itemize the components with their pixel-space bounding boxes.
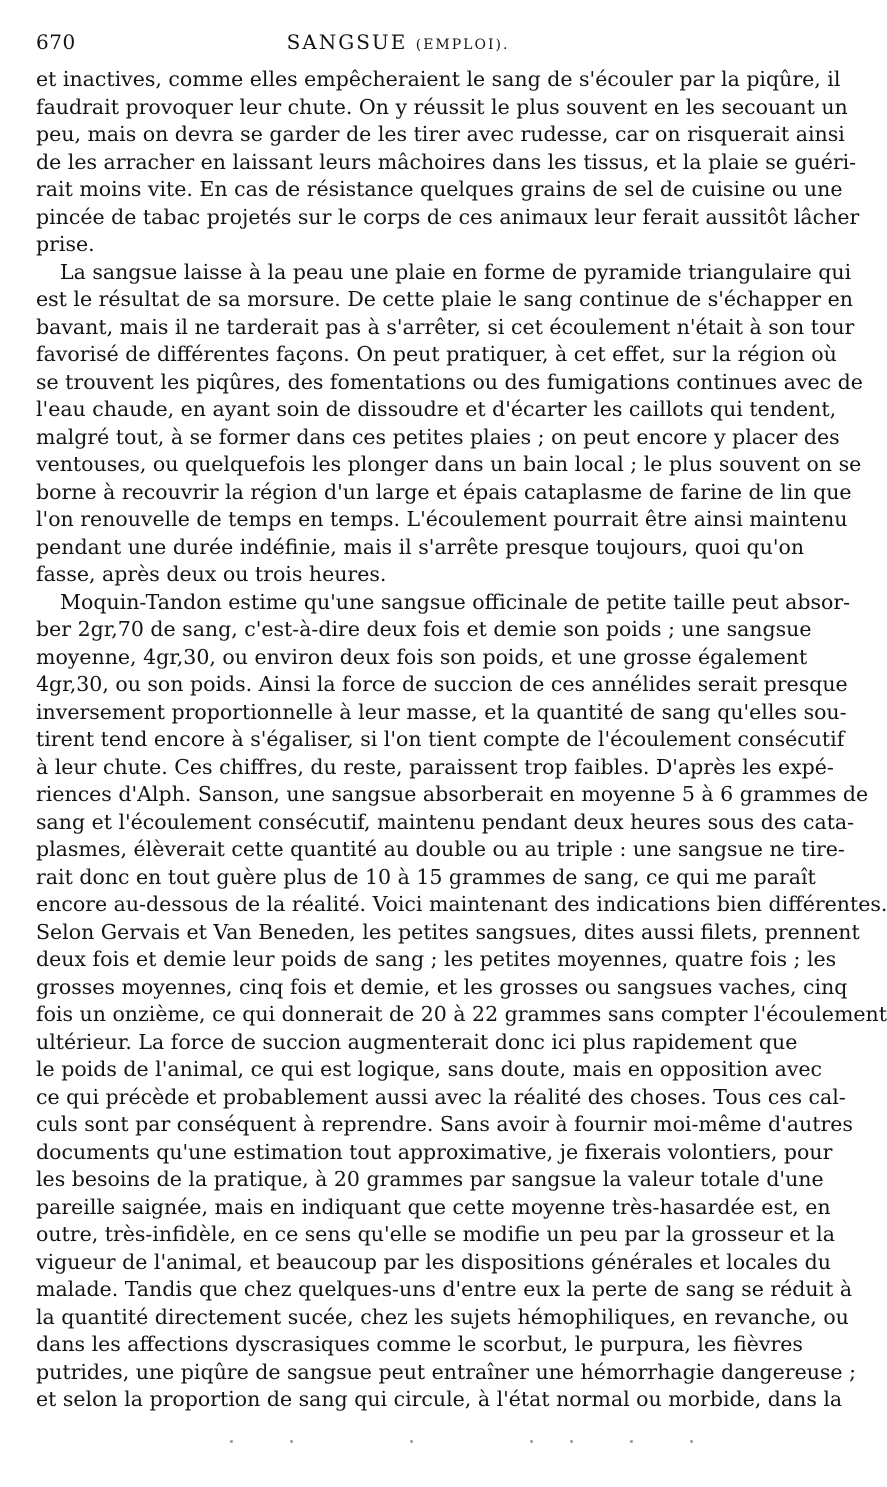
text-line: deux fois et demie leur poids de sang ; les petites moyennes, quatre fois ; les (36, 947, 837, 971)
text-line: fois un onzième, ce qui donnerait de 20 à 22 grammes sans compter l'écoulement (36, 1002, 887, 1026)
text-line: faudrait provoquer leur chute. On y réussit le plus souvent en les secouant un (36, 94, 848, 119)
text-line: et inactives, comme elles empêcheraient le sang de s'écouler par la piqûre, il (36, 67, 841, 91)
paragraph-2 (36, 259, 863, 589)
text-line: l'eau chaude, en ayant soin de dissoudre et d'écarter les caillots qui tendent, (36, 397, 837, 421)
speck (630, 1440, 633, 1443)
text-line: Selon Gervais et Van Beneden, les petites sangsues, dites aussi filets, prennent (36, 919, 860, 944)
text-line: l'on renouvelle de temps en temps. L'écoulement pourrait être ainsi maintenu (36, 507, 848, 531)
speck (530, 1440, 533, 1443)
text-line: La sangsue laisse à la peau une plaie en forme de pyramide triangulaire qui (60, 259, 852, 284)
text-line: ventouses, ou quelquefois les plonger dans un bain local ; le plus souvent on se (36, 452, 862, 476)
text-line: culs sont par conséquent à reprendre. Sans avoir à fournir moi-même d'autres (36, 1112, 853, 1136)
text-line: malgré tout, à se former dans ces petites plaies ; on peut encore y placer des (36, 424, 840, 449)
text-line: rait moins vite. En cas de résistance quelques grains de sel de cuisine ou une (36, 177, 843, 201)
text-line: pendant une durée indéfinie, mais il s'arrête presque toujours, quoi qu'on (36, 534, 805, 559)
text-line: la quantité directement sucée, chez les sujets hémophiliques, en revanche, ou (36, 1304, 849, 1329)
text-line: favorisé de différentes façons. On peut pratiquer, à cet effet, sur la région où (36, 342, 837, 366)
text-line: est le résultat de sa morsure. De cette plaie le sang continue de s'échapper en (36, 287, 853, 311)
text-line: bavant, mais il ne tarderait pas à s'arrêter, si cet écoulement n'était à son tour (36, 314, 855, 339)
text-line: fasse, après deux ou trois heures. (36, 562, 387, 586)
text-line: les besoins de la pratique, à 20 grammes par sangsue la valeur totale d'une (36, 1167, 824, 1191)
text-line: tirent tend encore à s'égaliser, si l'on tient compte de l'écoulement consécutif (36, 727, 845, 751)
text-line: moyenne, 4gr,30, ou environ deux fois son poids, et une grosse également (36, 644, 808, 669)
speck (290, 1440, 293, 1443)
text-line: grosses moyennes, cinq fois et demie, et les grosses ou sangsues vaches, cinq (36, 974, 848, 999)
text-line: malade. Tandis que chez quelques-uns d'entre eux la perte de sang se réduit à (36, 1277, 853, 1301)
text-line: encore au-dessous de la réalité. Voici maintenant des indications bien différentes. (36, 892, 887, 916)
header-subtitle: (EMPLOI). (415, 37, 510, 53)
speck (570, 1440, 573, 1443)
text-line: se trouvent les piqûres, des fomentations ou des fumigations continues avec de (36, 369, 863, 394)
speck (690, 1440, 693, 1443)
text-line: et selon la proportion de sang qui circule, à l'état normal ou morbide, dans la (36, 1387, 843, 1411)
text-line: prise. (36, 232, 95, 256)
text-line: pareille saignée, mais en indiquant que cette moyenne très-hasardée est, en (36, 1194, 831, 1219)
text-line: peu, mais on devra se garder de les tirer avec rudesse, car on risquerait ainsi (36, 122, 845, 146)
text-line: ultérieur. La force de succion augmenterait donc ici plus rapidement que (36, 1029, 798, 1054)
text-line: ber 2gr,70 de sang, c'est-à-dire deux fois et demie son poids ; une sangsue (36, 617, 812, 641)
text-line: 4gr,30, ou son poids. Ainsi la force de succion de ces annélides serait presque (36, 672, 848, 696)
text-line: riences d'Alph. Sanson, une sangsue absorberait en moyenne 5 à 6 grammes de (36, 782, 869, 806)
text-line: pincée de tabac projetés sur le corps de ces animaux leur ferait aussitôt lâcher (36, 204, 860, 229)
text-line: plasmes, élèverait cette quantité au double ou au triple : une sangsue ne tire- (36, 837, 845, 861)
text-line: sang et l'écoulement consécutif, maintenu pendant deux heures sous des cata- (36, 809, 855, 834)
text-line: à leur chute. Ces chiffres, du reste, paraissent trop faibles. D'après les expé- (36, 754, 834, 779)
text-line: borne à recouvrir la région d'un large et épais cataplasme de farine de lin que (36, 479, 852, 504)
paragraph-3 (36, 589, 887, 1414)
speck (410, 1440, 413, 1443)
text-line: dans les affections dyscrasiques comme le scorbut, le purpura, les fièvres (36, 1332, 803, 1356)
speck (230, 1440, 233, 1443)
text-line: de les arracher en laissant leurs mâchoires dans les tissus, et la plaie se guéri- (36, 149, 857, 174)
header-title (36, 30, 760, 54)
page-number: 670 (36, 30, 76, 54)
text-line: inversement proportionnelle à leur masse, et la quantité de sang qu'elles sou- (36, 699, 847, 724)
text-line: vigueur de l'animal, et beaucoup par les dispositions générales et locales du (36, 1249, 831, 1274)
text-line: documents qu'une estimation tout approximative, je fixerais volontiers, pour (36, 1139, 833, 1164)
text-line: le poids de l'animal, ce qui est logique, sans doute, mais en opposition avec (36, 1057, 823, 1081)
paragraph-1 (36, 66, 860, 259)
running-head (36, 30, 760, 60)
text-line: Moquin-Tandon estime qu'une sangsue officinale de petite taille peut absor- (60, 589, 851, 614)
text-line: rait donc en tout guère plus de 10 à 15 grammes de sang, ce qui me paraît (36, 864, 816, 889)
text-line: putrides, une piqûre de sangsue peut entraîner une hémorrhagie dangereuse ; (36, 1359, 856, 1384)
header-title-main: SANGSUE (286, 30, 408, 54)
text-line: outre, très-infidèle, en ce sens qu'elle se modifie un peu par la grosseur et la (36, 1222, 835, 1246)
print-specks (230, 1440, 750, 1446)
text-line: ce qui précède et probablement aussi avec la réalité des choses. Tous ces cal- (36, 1084, 846, 1109)
